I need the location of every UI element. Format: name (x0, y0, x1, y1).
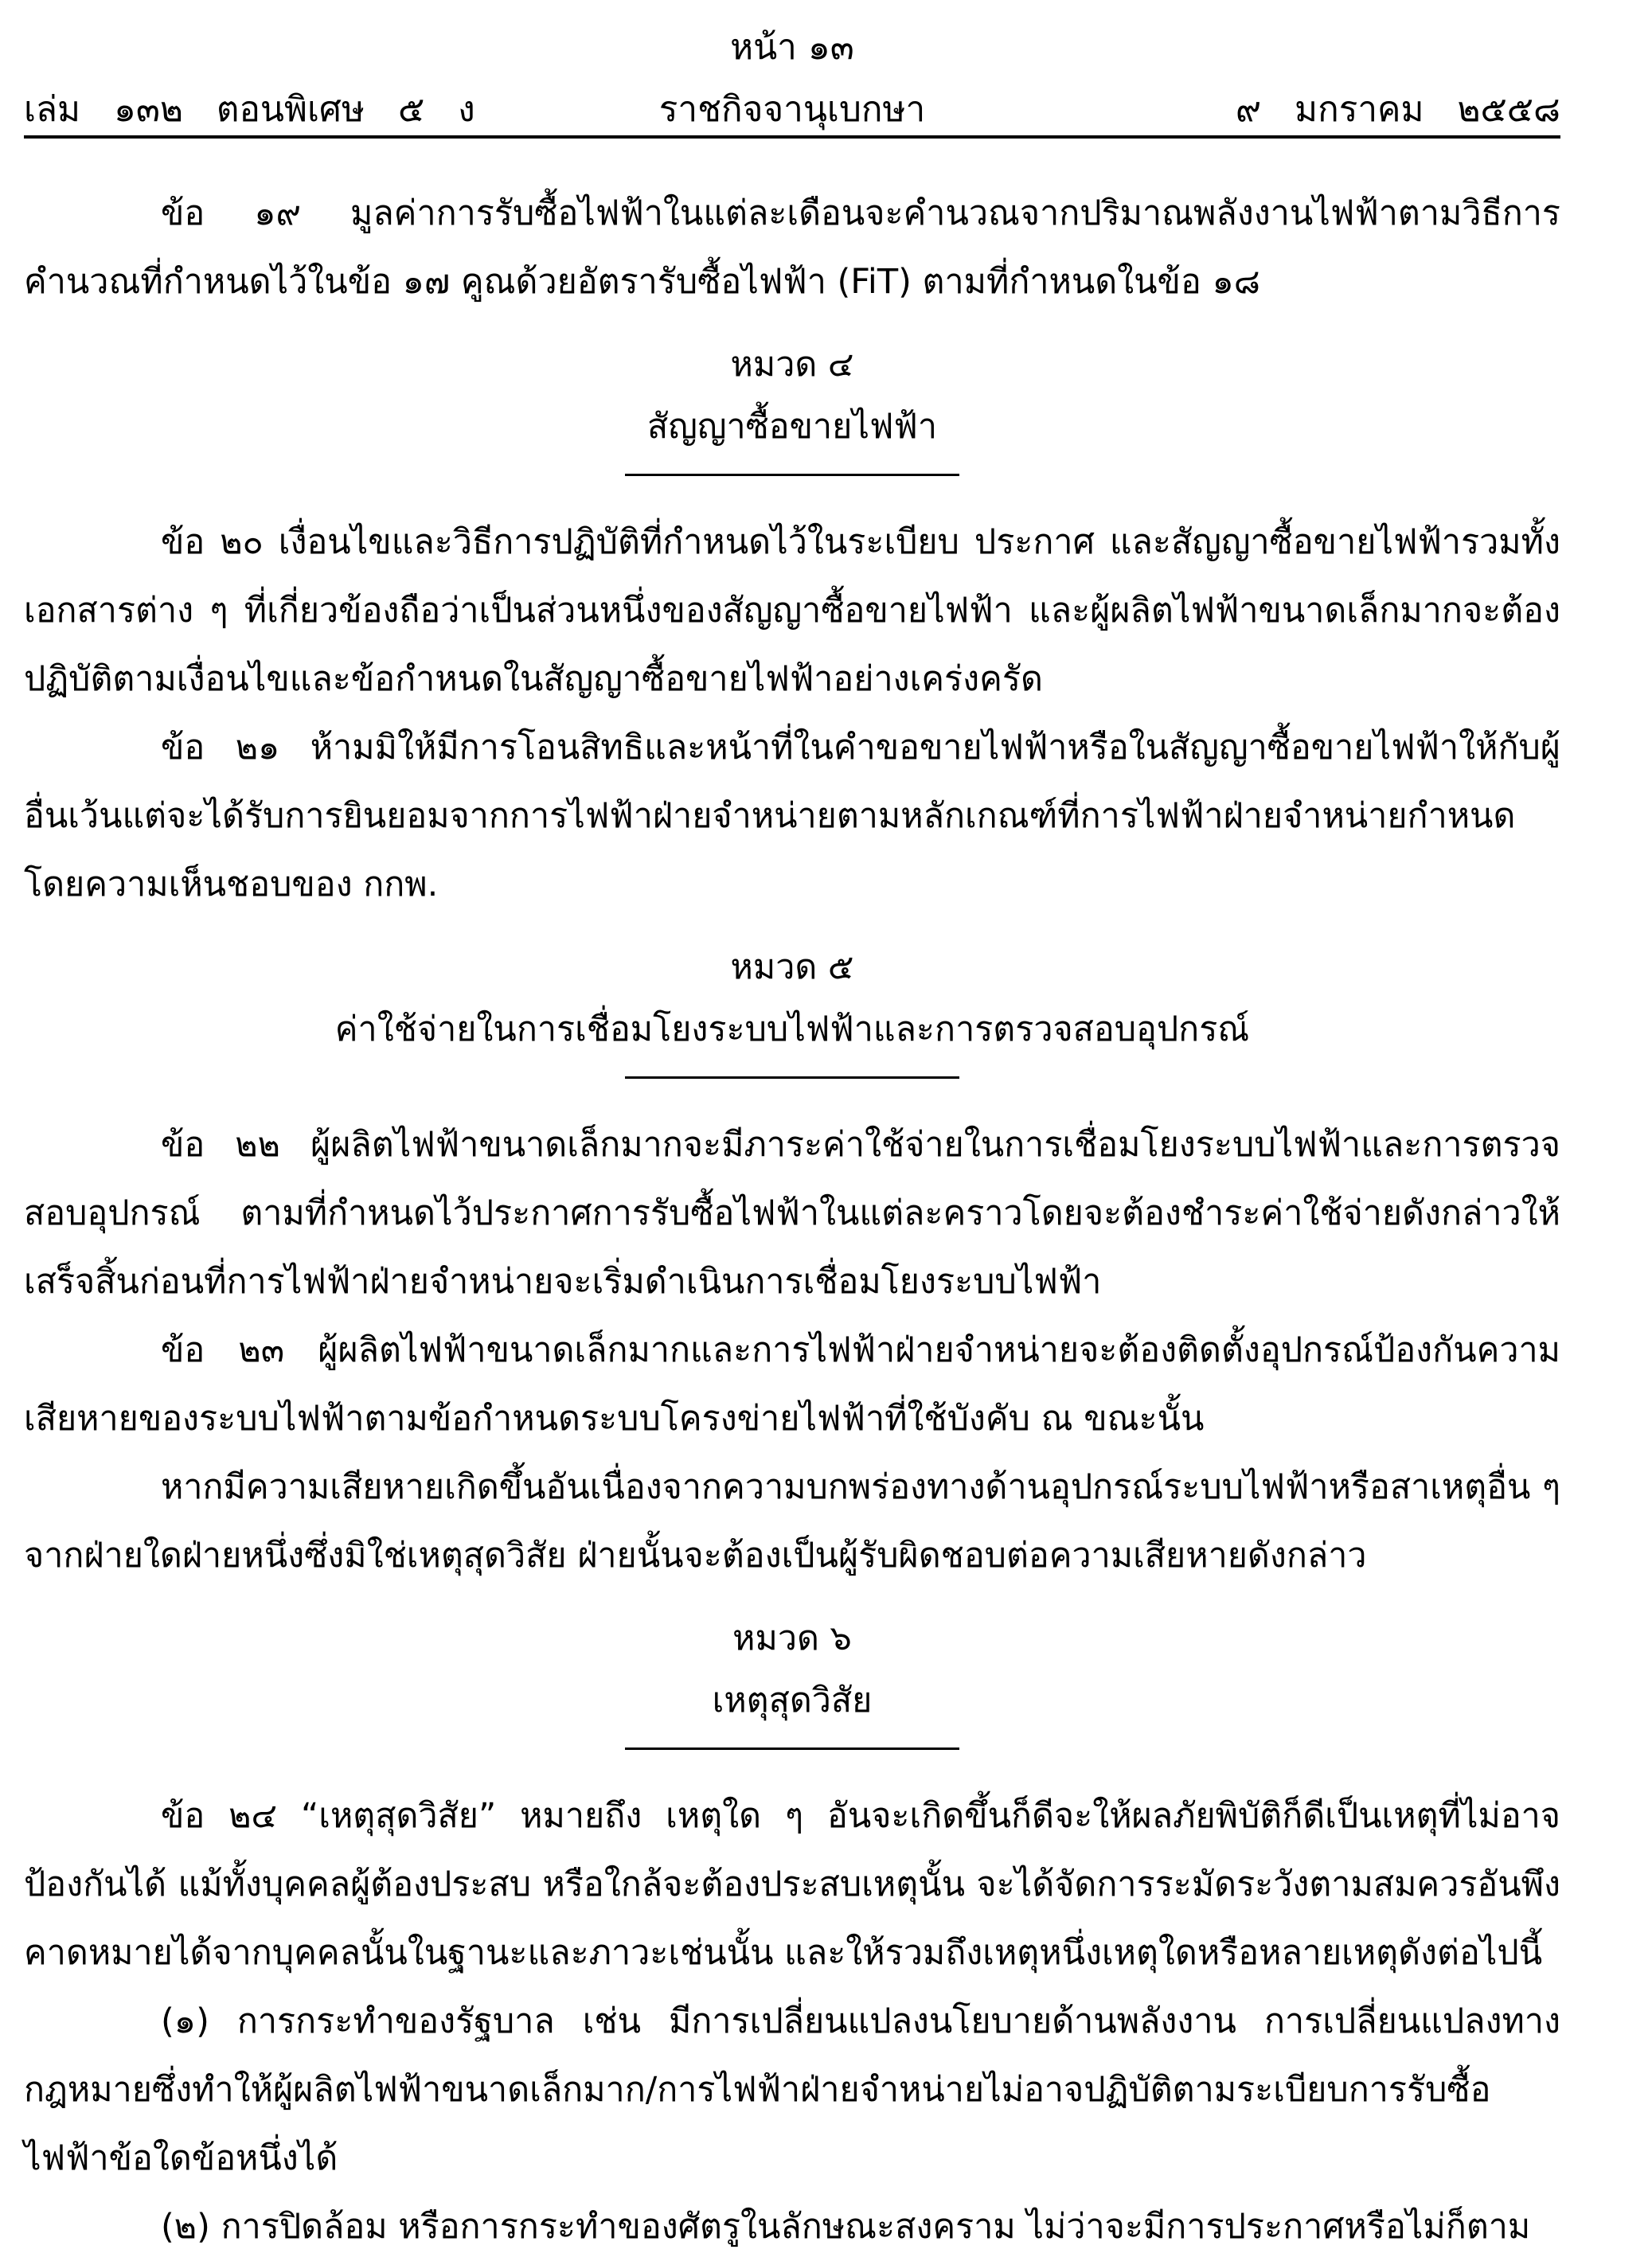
clause-24: ข้อ ๒๔ “เหตุสุดวิสัย” หมายถึง เหตุใด ๆ อันจะเกิดขึ้นก็ดีจะให้ผลภัยพิบัติก็ดีเป็นเหตุที่ไม่อาจป้องกันได้ แม้ทั้งบุคคลผู้ต้องประสบ หรือใกล้จะต้องประสบเหตุนั้น จะได้จัดการระมัดระวังตามสมควรอันพึงคาดหมายได้จากบุคคลนั้นในฐานะและภาวะเช่นนั้น และให้รวมถึงเหตุหนึ่งเหตุใดหรือหลายเหตุดังต่อไปนี้ (24, 1796, 1560, 1973)
header-divider (24, 135, 1560, 139)
clause-19: ข้อ ๑๙ มูลค่าการรับซื้อไฟฟ้าในแต่ละเดือนจะคำนวณจากปริมาณพลังงานไฟฟ้าตามวิธีการคำนวณที่กำหนดไว้ในข้อ ๑๗ คูณด้วยอัตรารับซื้อไฟฟ้า (FiT) ตามที่กำหนดในข้อ ๑๘ (24, 193, 1560, 302)
clause-21: ข้อ ๒๑ ห้ามมิให้มีการโอนสิทธิและหน้าที่ในคำขอขายไฟฟ้าหรือในสัญญาซื้อขายไฟฟ้าให้กับผู้อื่นเว้นแต่จะได้รับการยินยอมจากการไฟฟ้าฝ่ายจำหน่ายตามหลักเกณฑ์ที่การไฟฟ้าฝ่ายจำหน่ายกำหนดโดยความเห็นชอบของ กกพ. (24, 728, 1560, 904)
clause-22: ข้อ ๒๒ ผู้ผลิตไฟฟ้าขนาดเล็กมากจะมีภาระค่าใช้จ่ายในการเชื่อมโยงระบบไฟฟ้าและการตรวจสอบอุปกรณ์ ตามที่กำหนดไว้ประกาศการรับซื้อไฟฟ้าในแต่ละคราวโดยจะต้องชำระค่าใช้จ่ายดังกล่าวให้เสร็จสิ้นก่อนที่การไฟฟ้าฝ่ายจำหน่ายจะเริ่มดำเนินการเชื่อมโยงระบบไฟฟ้า (24, 1125, 1560, 1302)
clause-24-item-2: (๒) การปิดล้อม หรือการกระทำของศัตรูในลักษณะสงคราม ไม่ว่าจะมีการประกาศหรือไม่ก็ตาม (161, 2207, 1531, 2247)
section-title: ค่าใช้จ่ายในการเชื่อมโยงระบบไฟฟ้าและการตรวจสอบอุปกรณ์ (334, 1009, 1250, 1049)
section-divider (625, 474, 959, 476)
section-divider (625, 1076, 959, 1079)
section-4-heading (24, 334, 1560, 476)
clause-24-item-1: (๑) การกระทำของรัฐบาล เช่น มีการเปลี่ยนแปลงนโยบายด้านพลังงาน การเปลี่ยนแปลงทางกฎหมายซึ่งทำให้ผู้ผลิตไฟฟ้าขนาดเล็กมาก/การไฟฟ้าฝ่ายจำหน่ายไม่อาจปฏิบัติตามระเบียบการรับซื้อไฟฟ้าข้อใดข้อหนึ่งได้ (24, 2001, 1560, 2178)
page-number: หน้า ๑๓ (730, 27, 854, 68)
publication-date: ๙ มกราคม ๒๕๕๘ (1235, 89, 1560, 130)
document-body (24, 179, 1560, 2261)
clause-23-continued: หากมีความเสียหายเกิดขึ้นอันเนื่องจากความบกพร่องทางด้านอุปกรณ์ระบบไฟฟ้าหรือสาเหตุอื่น ๆ จากฝ่ายใดฝ่ายหนึ่งซึ่งมิใช่เหตุสุดวิสัย ฝ่ายนั้นจะต้องเป็นผู้รับผิดชอบต่อความเสียหายดังกล่าว (24, 1467, 1560, 1576)
section-divider (625, 1747, 959, 1750)
section-number: หมวด ๖ (732, 1619, 852, 1658)
volume-info: เล่ม ๑๓๒ ตอนพิเศษ ๕ ง (24, 89, 475, 130)
section-5-heading (24, 936, 1560, 1079)
section-6-heading (24, 1607, 1560, 1750)
clause-23: ข้อ ๒๓ ผู้ผลิตไฟฟ้าขนาดเล็กมากและการไฟฟ้าฝ่ายจำหน่ายจะต้องติดตั้งอุปกรณ์ป้องกันความเสียหายของระบบไฟฟ้าตามข้อกำหนดระบบโครงข่ายไฟฟ้าที่ใช้บังคับ ณ ขณะนั้น (24, 1330, 1560, 1439)
header-row (24, 86, 1560, 134)
publication-name: ราชกิจจานุเบกษา (658, 89, 926, 130)
section-number: หมวด ๕ (730, 947, 854, 987)
section-number: หมวด ๔ (730, 345, 854, 385)
clause-20: ข้อ ๒๐ เงื่อนไขและวิธีการปฏิบัติที่กำหนดไว้ในระเบียบ ประกาศ และสัญญาซื้อขายไฟฟ้ารวมทั้งเอกสารต่าง ๆ ที่เกี่ยวข้องถือว่าเป็นส่วนหนึ่งของสัญญาซื้อขายไฟฟ้า และผู้ผลิตไฟฟ้าขนาดเล็กมากจะต้องปฏิบัติตามเงื่อนไขและข้อกำหนดในสัญญาซื้อขายไฟฟ้าอย่างเคร่งครัด (24, 522, 1560, 699)
section-title: เหตุสุดวิสัย (712, 1681, 873, 1720)
page-header (24, 18, 1560, 139)
section-title: สัญญาซื้อขายไฟฟ้า (646, 407, 938, 447)
